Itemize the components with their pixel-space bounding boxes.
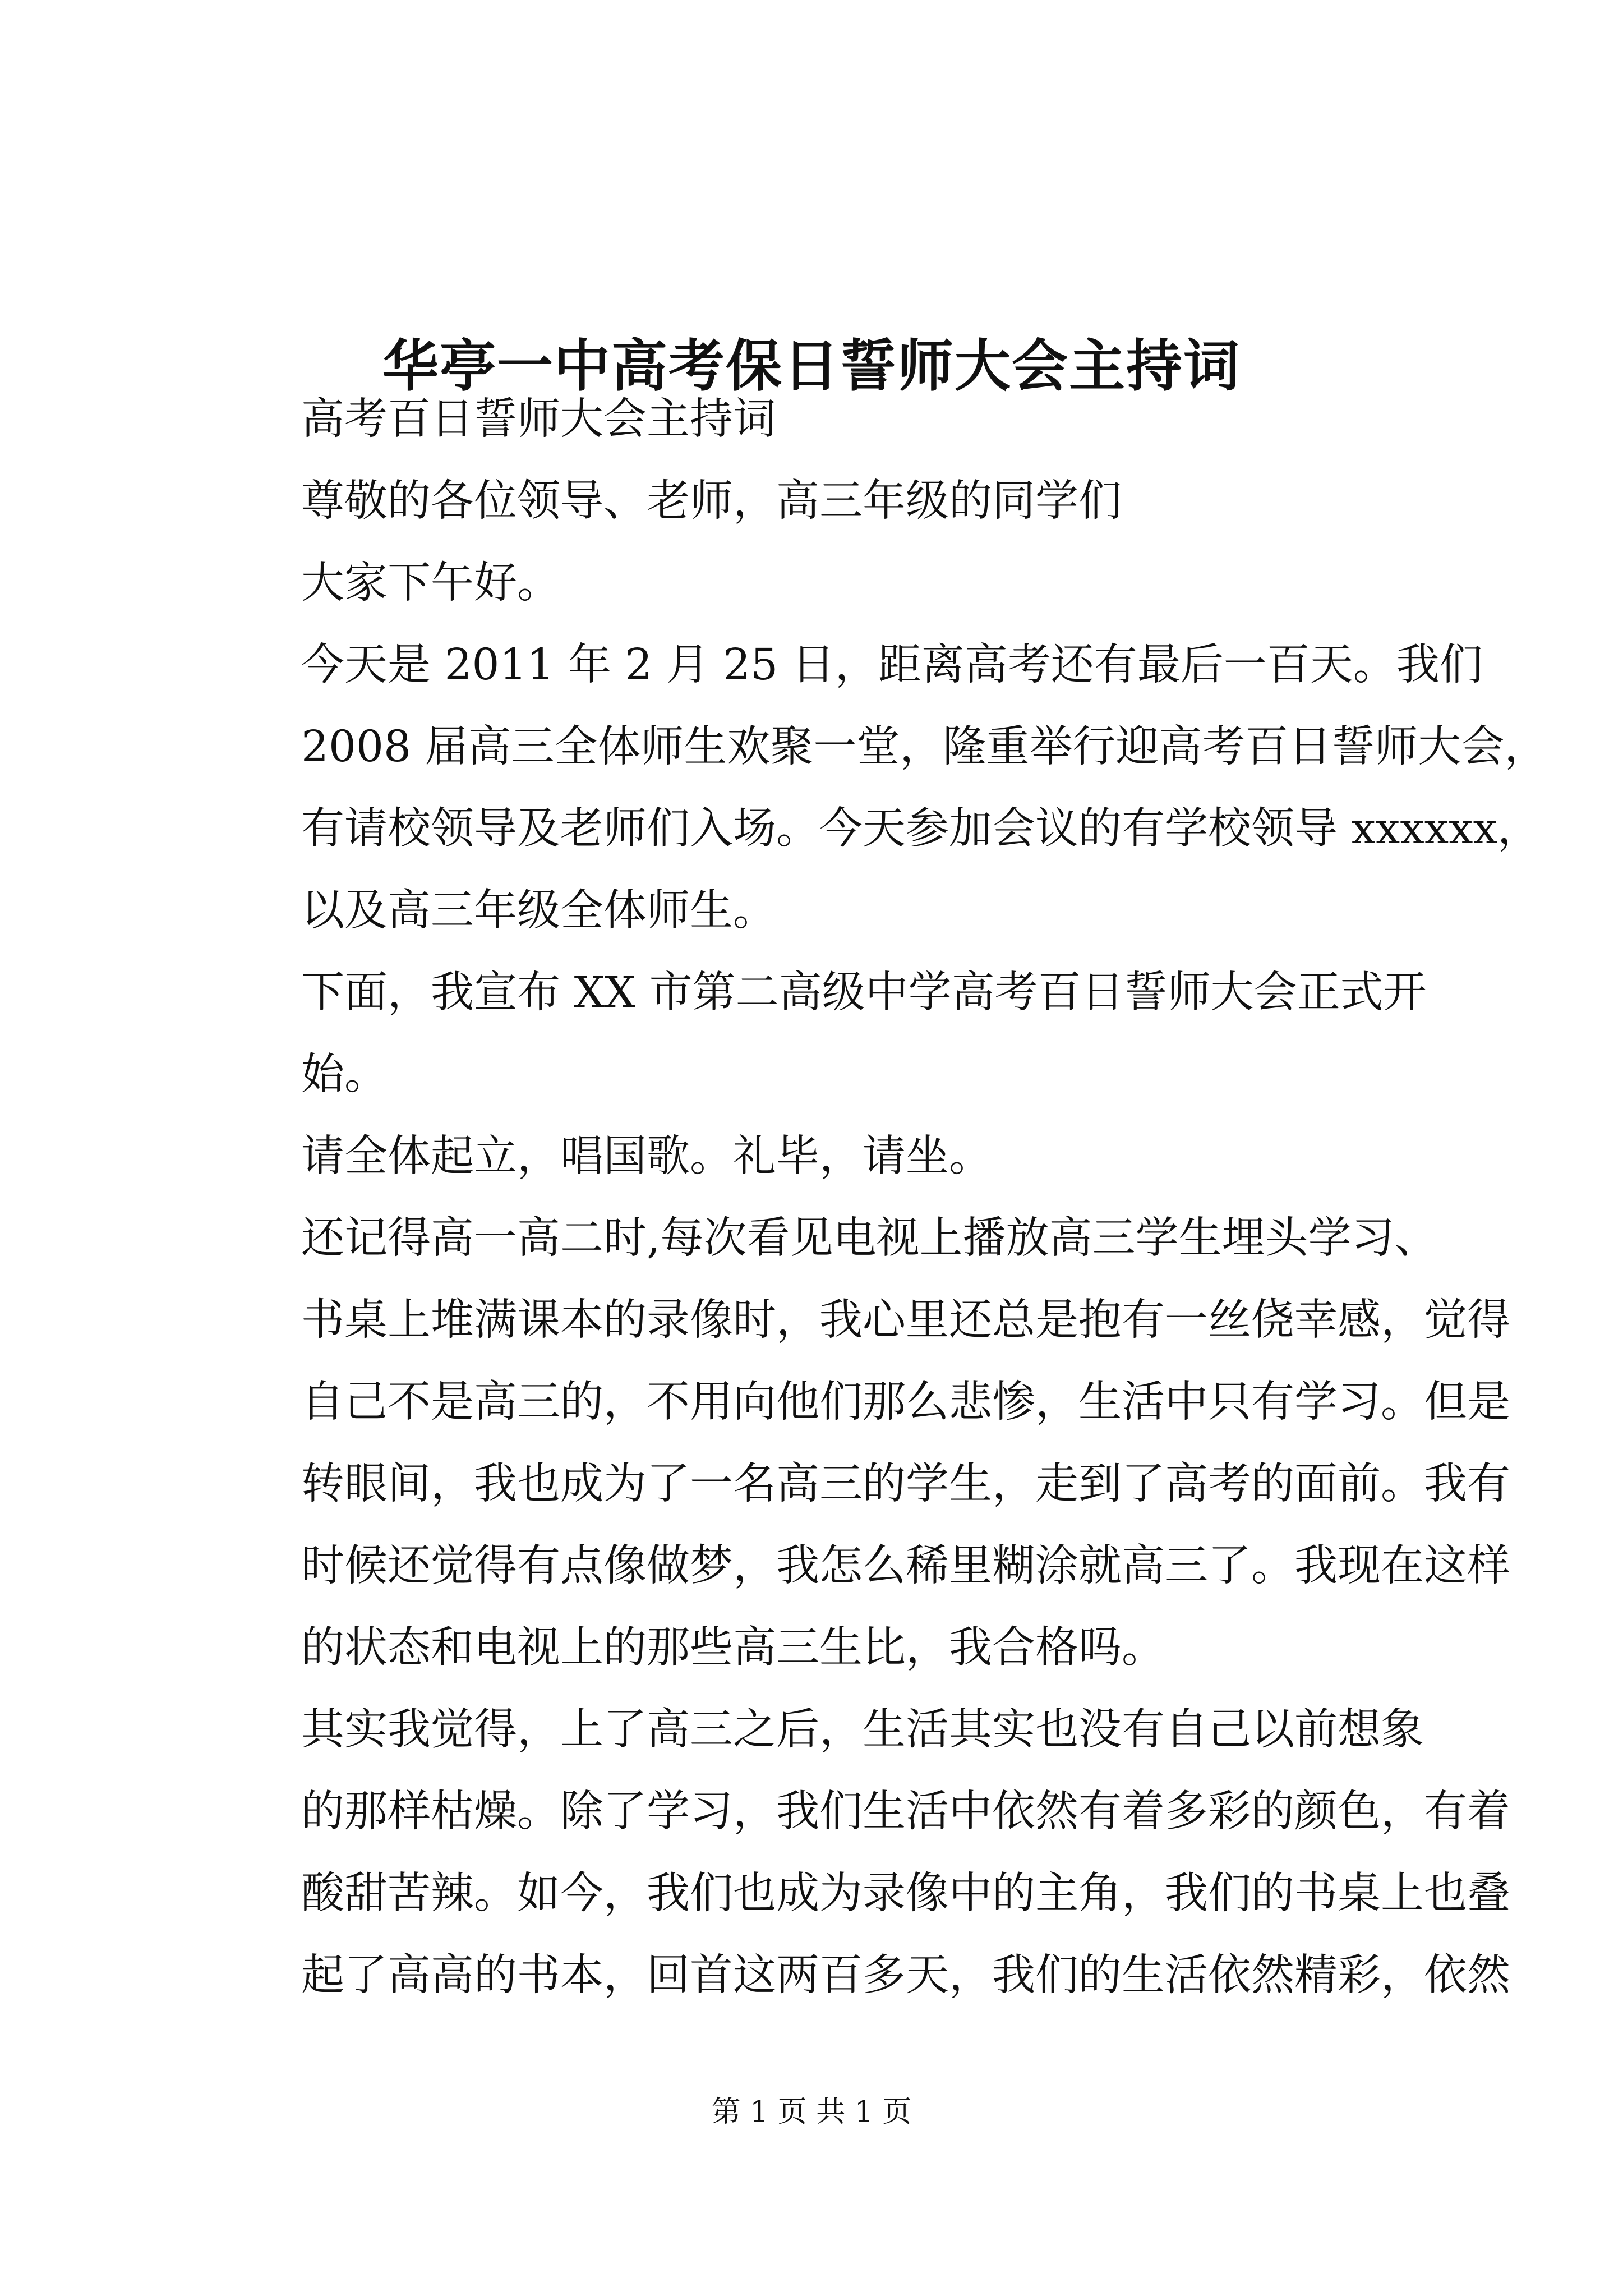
paragraph-subtitle: [215, 379, 1415, 461]
paragraph-line: 酸甜苦辣。如今，我们也成为录像中的主角，我们的书桌上也叠: [301, 1869, 1510, 1918]
paragraph-line: 高考百日誓师大会主持词: [301, 394, 776, 444]
document-title: 华亭一中高考保日誓师大会主持词: [382, 333, 1241, 399]
paragraph-line: 有请校领导及老师们入场。今天参加会议的有学校领导 xxxxxx，: [301, 804, 1541, 854]
paragraph-line: 转眼间，我也成为了一名高三的学生，走到了高考的面前。我有: [301, 1459, 1510, 1509]
paragraph-line: 大家下午好。: [301, 558, 560, 608]
paragraph-line: 的那样枯燥。除了学习，我们生活中依然有着多彩的颜色，有着: [301, 1787, 1510, 1837]
paragraph-reflection: [215, 1689, 1510, 2017]
paragraph-greeting: [215, 542, 1415, 624]
paragraph-line: 自己不是高三的，不用向他们那么悲惨，生活中只有学习。但是: [301, 1377, 1510, 1427]
paragraph-opening: [215, 624, 1548, 952]
paragraph-anthem: [215, 1116, 1415, 1198]
paragraph-line: 下面，我宣布 XX 市第二高级中学高考百日誓师大会正式开: [301, 968, 1427, 1018]
page-number-footer: 第 1 页 共 1 页: [711, 2095, 912, 2129]
paragraph-salutation: [215, 461, 1415, 542]
paragraph-line: 今天是 2011 年 2 月 25 日，距离高考还有最后一百天。我们: [301, 640, 1483, 690]
paragraph-line: 时候还觉得有点像做梦，我怎么稀里糊涂就高三了。我现在这样: [301, 1541, 1510, 1591]
paragraph-line: 以及高三年级全体师生。: [301, 886, 776, 936]
paragraph-line: 的状态和电视上的那些高三生比，我合格吗。: [301, 1623, 1165, 1673]
paragraph-memory: [215, 1198, 1510, 1689]
paragraph-line: 书桌上堆满课本的录像时，我心里还总是抱有一丝侥幸感，觉得: [301, 1295, 1510, 1345]
paragraph-line: 其实我觉得，上了高三之后，生活其实也没有自己以前想象: [301, 1705, 1424, 1755]
paragraph-line: 尊敬的各位领导、老师，高三年级的同学们: [301, 476, 1122, 526]
paragraph-announcement: [215, 952, 1427, 1116]
paragraph-line: 2008 届高三全体师生欢聚一堂，隆重举行迎高考百日誓师大会，: [301, 722, 1548, 772]
paragraph-line: 起了高高的书本，回首这两百多天，我们的生活依然精彩，依然: [301, 1950, 1510, 2000]
paragraph-line: 请全体起立，唱国歌。礼毕，请坐。: [301, 1131, 992, 1181]
document-body: [215, 379, 1548, 2017]
paragraph-line: 还记得高一高二时,每次看见电视上播放高三学生埋头学习、: [301, 1213, 1438, 1263]
paragraph-line: 始。: [301, 1050, 388, 1099]
